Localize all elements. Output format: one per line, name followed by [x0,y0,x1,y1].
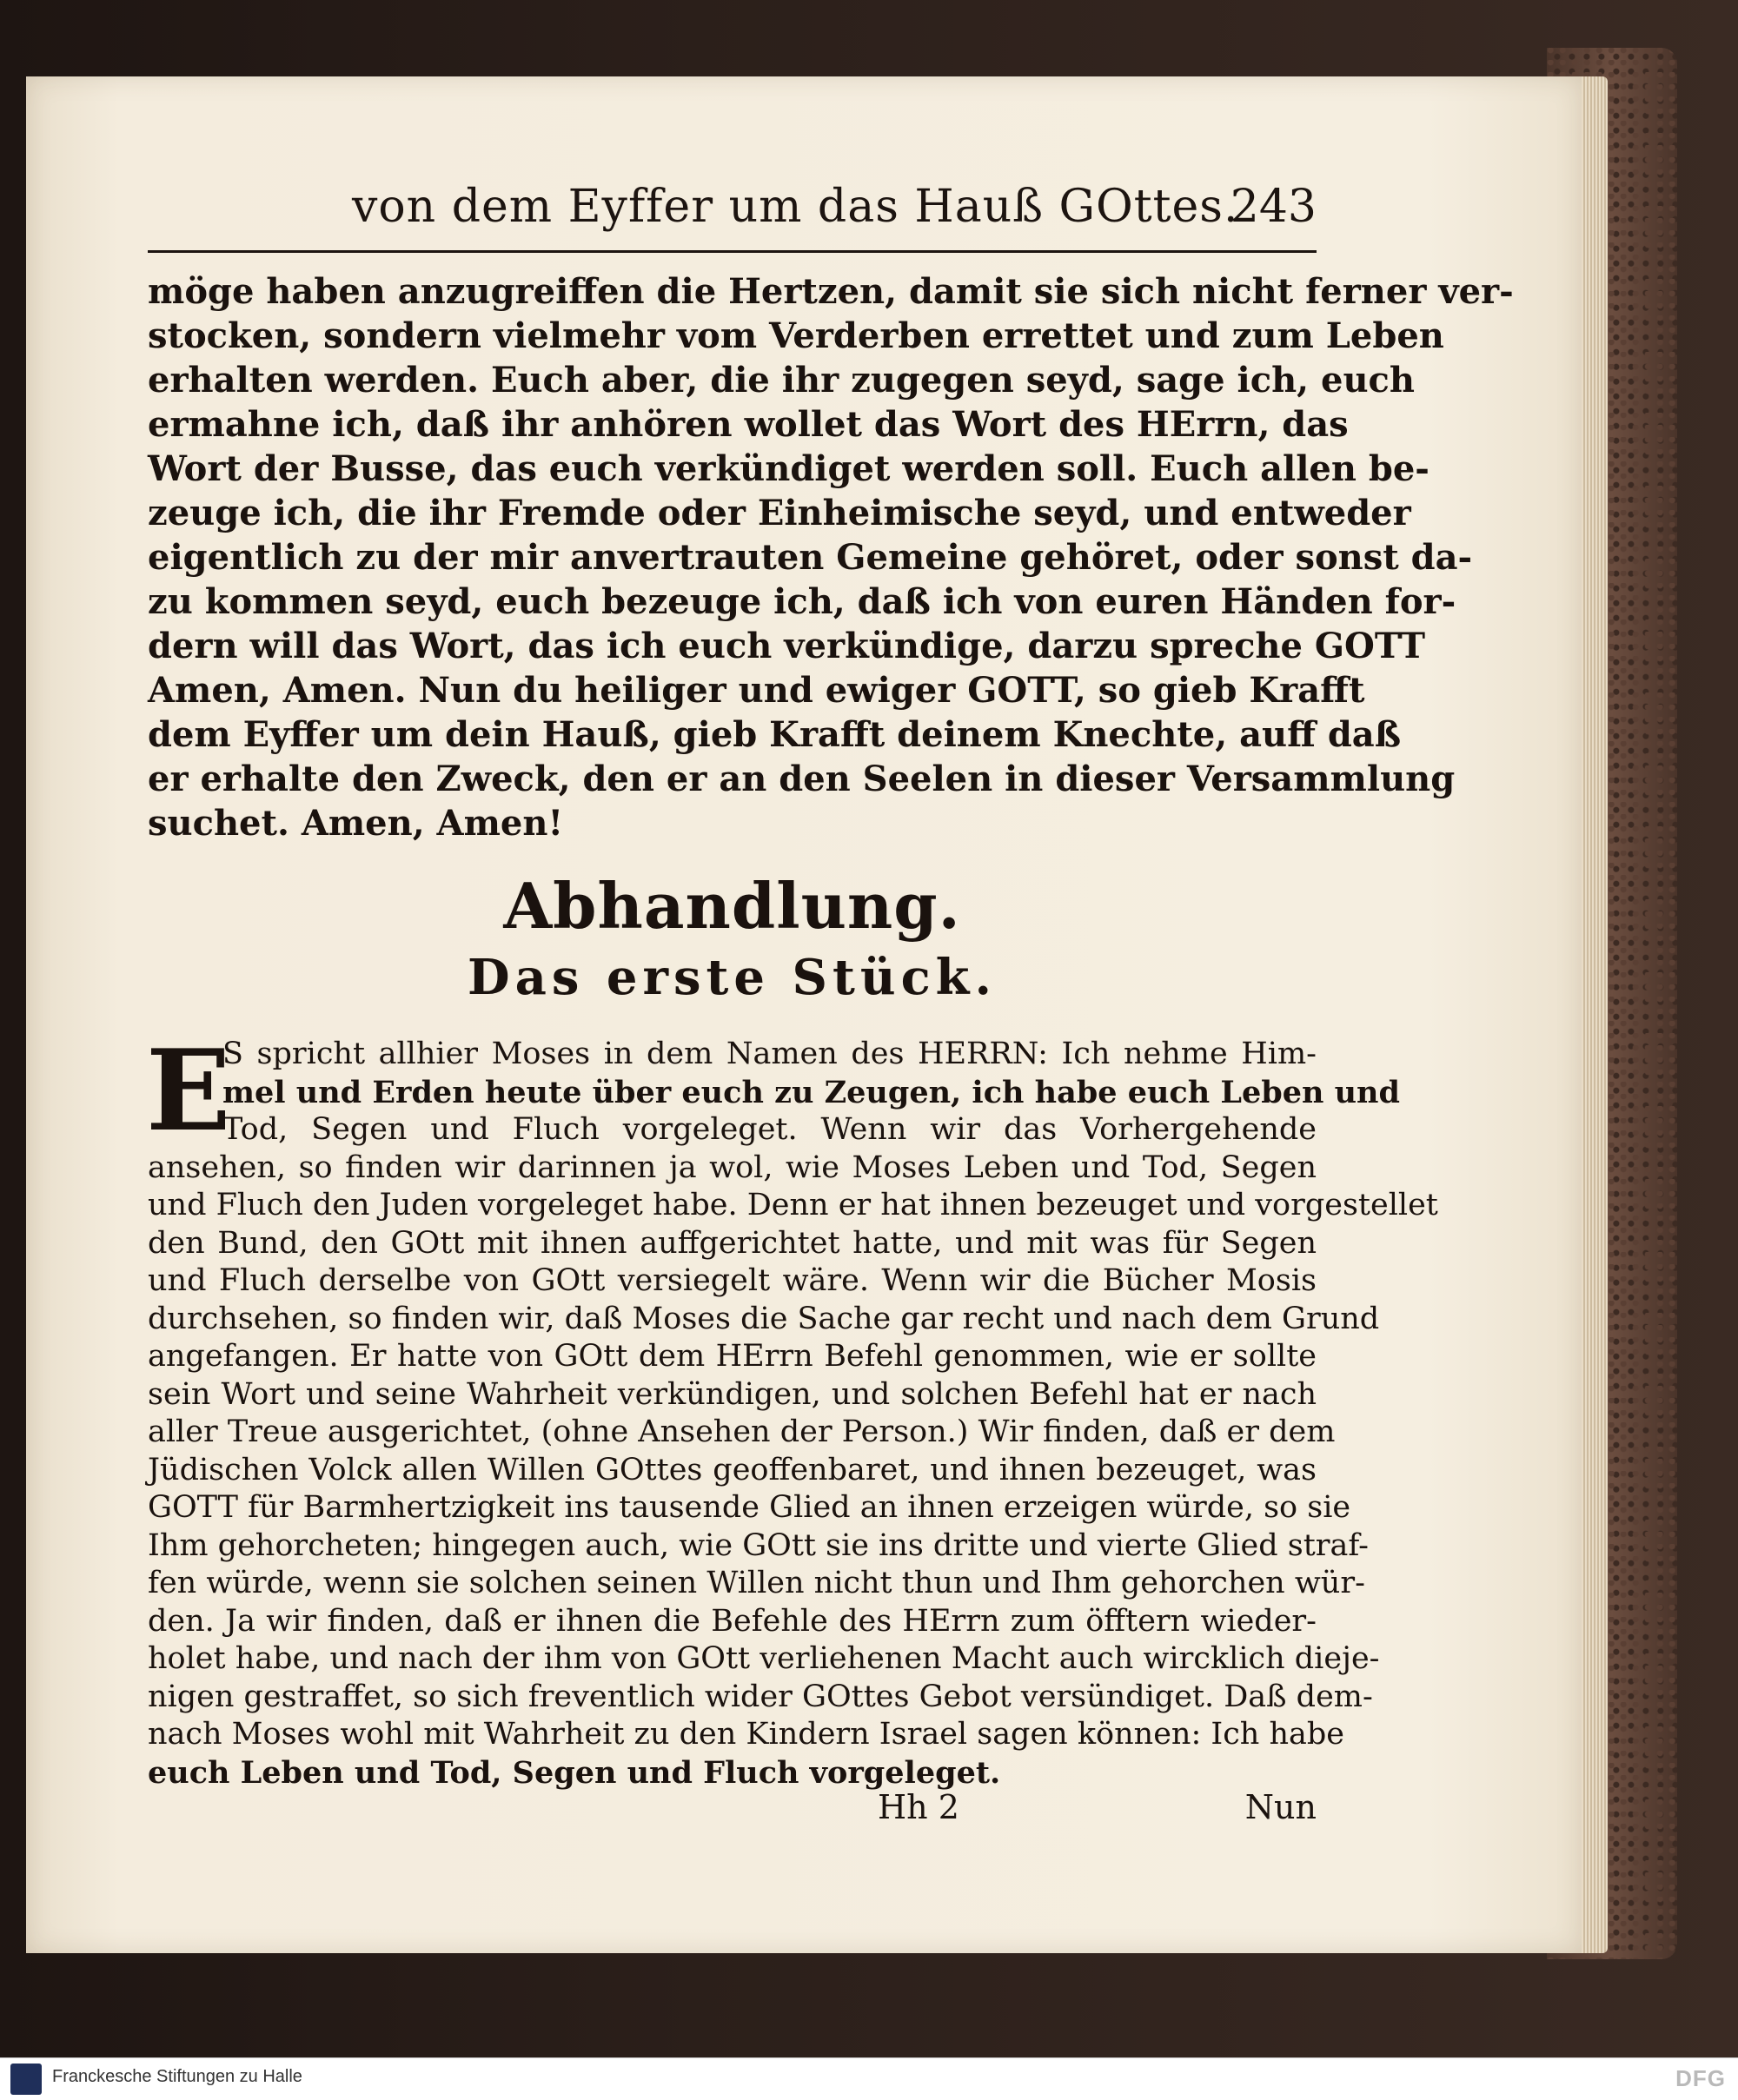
text-line: nach Moses wohl mit Wahrheit zu den Kindern Israel sagen können: Ich habe [148,1717,1344,1752]
text-line: erhalten werden. Euch aber, die ihr zugegen seyd, sage ich, euch [148,360,1415,401]
text-line: angefangen. Er hatte von GOtt dem HErrn Befehl genommen, wie er sollte [148,1339,1317,1374]
text-line: eigentlich zu der mir anvertrauten Gemeine gehöret, oder sonst da- [148,537,1473,578]
text-line: zeuge ich, die ihr Fremde oder Einheimische seyd, und entweder [148,493,1411,533]
text-line: möge haben anzugreiffen die Hertzen, damit sie sich nicht ferner ver- [148,271,1514,312]
text-line: Jüdischen Volck allen Willen GOttes geoffenbaret, und ihnen bezeuget, was [148,1452,1317,1487]
paragraph-2 [146,1026,1438,1792]
catchword: Nun [1244,1788,1317,1826]
section-subheading: Das erste Stück. [468,949,997,1006]
text-line: dem Eyffer um dein Hauß, gieb Krafft deinem Knechte, auff daß [148,714,1402,755]
header-rule [148,250,1317,253]
text-line: aller Treue ausgerichtet, (ohne Ansehen der Person.) Wir finden, daß er dem [148,1414,1336,1449]
text-line: S spricht allhier Moses in dem Namen des HERRN: Ich nehme Him- [222,1037,1317,1071]
dfg-logo: DFG [1675,2065,1726,2091]
institution-name: Franckesche Stiftungen zu Halle [52,2067,302,2086]
page-number: 243 [1230,181,1317,233]
text-line: und Fluch den Juden vorgeleget habe. Denn er hat ihnen bezeuget und vorgestellet [148,1188,1438,1222]
page-header [148,181,1317,242]
text-line: und Fluch derselbe von GOtt versiegelt wäre. Wenn wir die Bücher Mosis [148,1263,1317,1298]
text-line: Amen, Amen. Nun du heiliger und ewiger GOTT, so gieb Krafft [148,670,1365,711]
text-line: zu kommen seyd, euch bezeuge ich, daß ich von euren Händen for- [148,581,1456,622]
text-line: GOTT für Barmhertzigkeit ins tausende Glied an ihnen erzeigen würde, so sie [148,1490,1351,1525]
text-line: er erhalte den Zweck, den er an den Seelen in dieser Versammlung [148,759,1456,799]
page-footer [148,1788,1317,1832]
text-line: stocken, sondern vielmehr vom Verderben errettet und zum Leben [148,315,1444,356]
text-line: fen würde, wenn sie solchen seinen Willen nicht thun und Ihm gehorchen wür- [148,1566,1365,1600]
scan-info-bar [0,2057,1738,2100]
text-line: sein Wort und seine Wahrheit verkündigen, und solchen Befehl hat er nach [148,1376,1317,1412]
text-line: Wort der Busse, das euch verkündiget werden soll. Euch allen be- [148,448,1430,489]
institution-logo-icon [10,2064,42,2095]
text-line: Tod, Segen und Fluch vorgeleget. Wenn wir das Vorhergehende [222,1112,1317,1147]
text-line: euch Leben und Tod, Segen und Fluch vorgeleget. [148,1754,1001,1791]
running-title: von dem Eyffer um das Hauß GOttes. [352,181,1239,233]
text-line: ansehen, so finden wir darinnen ja wol, wie Moses Leben und Tod, Segen [148,1149,1317,1185]
text-line: Ihm gehorcheten; hingegen auch, wie GOtt sie ins dritte und vierte Glied straf- [148,1527,1369,1563]
section-heading: Abhandlung. [503,869,961,943]
text-line: holet habe, und nach der ihm von GOtt verliehenen Macht auch wircklich dieje- [148,1641,1380,1676]
text-line: dern will das Wort, das ich euch verkündige, darzu spreche GOTT [148,626,1425,666]
text-line: mel und Erden heute über euch zu Zeugen, ich habe euch Leben und [222,1074,1400,1110]
text-line: den Bund, den GOtt mit ihnen auffgerichtet hatte, und mit was für Segen [148,1225,1317,1261]
drop-cap: E [146,1026,231,1156]
text-line: suchet. Amen, Amen! [148,803,564,844]
text-line: durchsehen, so finden wir, daß Moses die Sache gar recht und nach dem Grund [148,1301,1380,1336]
text-line: nigen gestraffet, so sich freventlich wider GOttes Gebot versündiget. Daß dem- [148,1679,1373,1714]
signature-mark: Hh 2 [878,1788,959,1826]
text-line: den. Ja wir finden, daß er ihnen die Befehle des HErrn zum öfftern wieder- [148,1603,1317,1639]
text-line: ermahne ich, daß ihr anhören wollet das Wort des HErrn, das [148,404,1349,445]
paragraph-1 [148,269,1514,845]
